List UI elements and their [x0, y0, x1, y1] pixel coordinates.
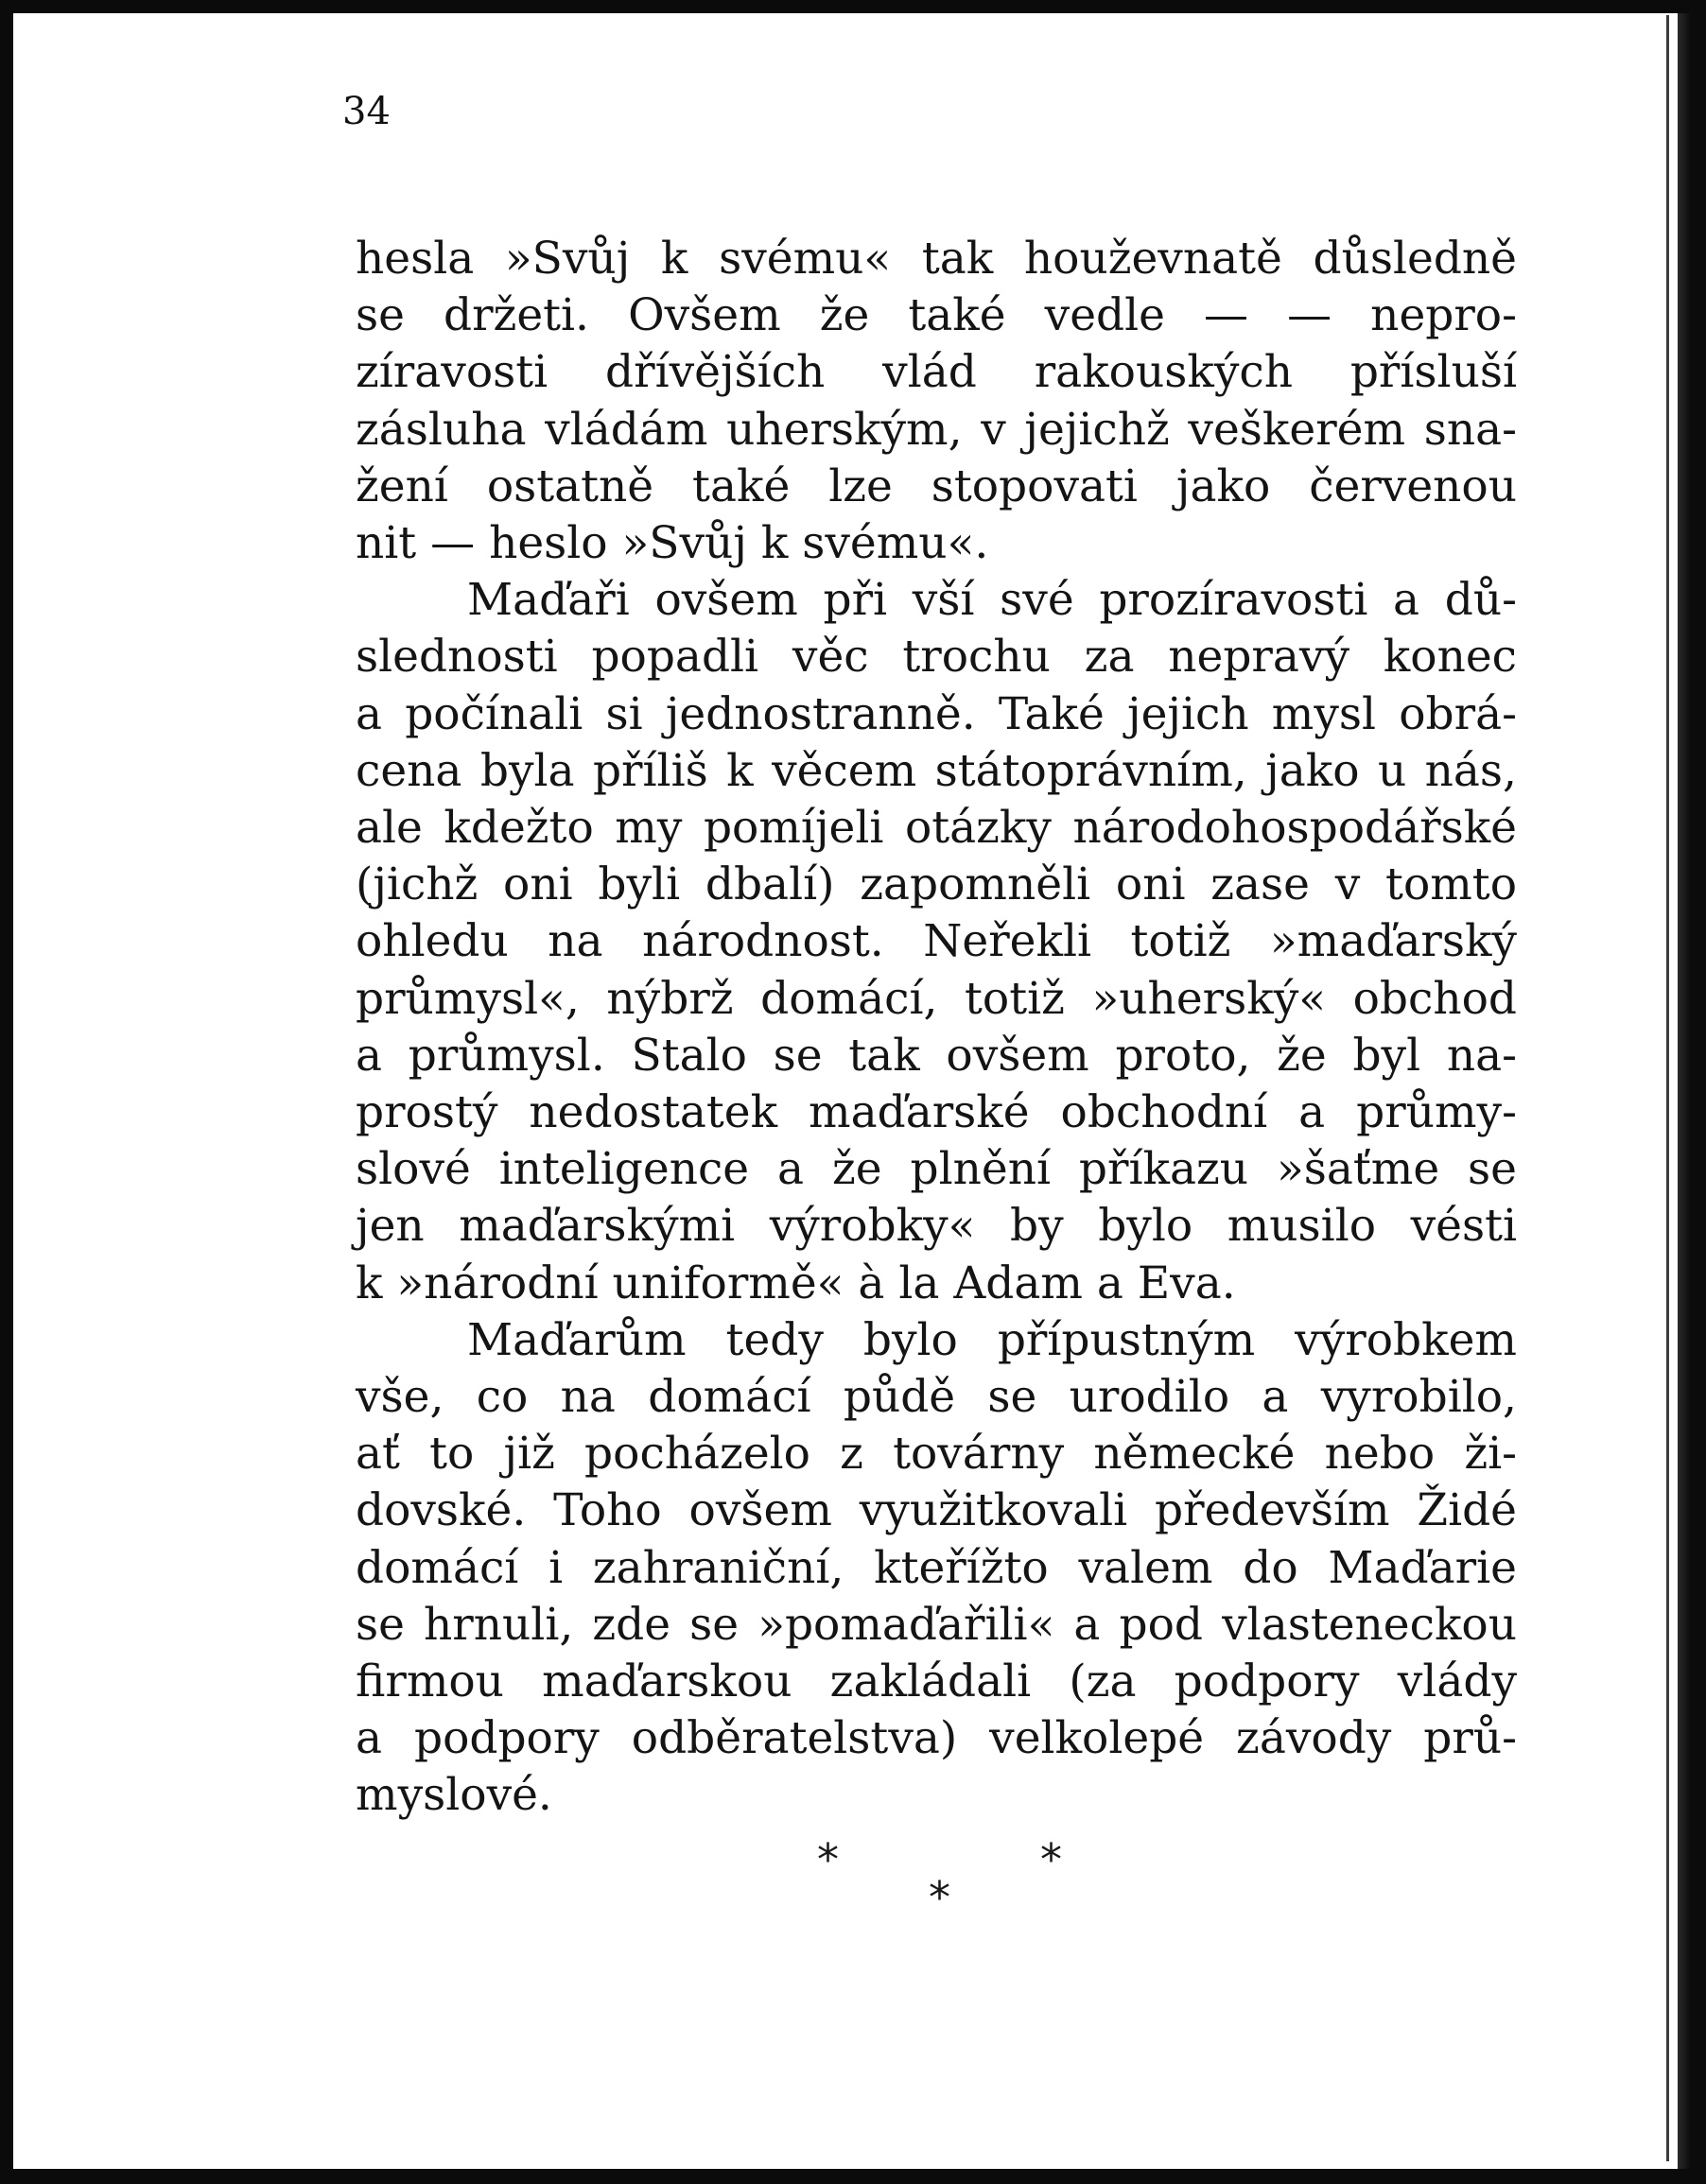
text-line: slednosti popadli věc trochu za nepravý konec: [356, 631, 1517, 684]
text-line: firmou maďarskou zakládali (za podpory vlády: [356, 1655, 1517, 1708]
text-line: dovské. Toho ovšem využitkovali především Židé: [356, 1484, 1517, 1537]
text-line: se držeti. Ovšem že také vedle — — nepro-: [356, 289, 1517, 342]
page-edge: [1666, 15, 1669, 2161]
text-line: nit — heslo »Svůj k svému«.: [356, 517, 989, 570]
asterisk: *: [817, 1834, 839, 1885]
text-line: zásluha vládám uherským, v jejichž veškerém sna-: [356, 403, 1517, 456]
section-break-asterisks: [785, 1834, 1088, 1923]
scan-shadow: [1678, 13, 1691, 2169]
text-line: a průmysl. Stalo se tak ovšem proto, že byl na-: [356, 1029, 1517, 1082]
text-line: prostý nedostatek maďarské obchodní a průmy-: [356, 1086, 1517, 1139]
text-line: slové inteligence a že plnění příkazu »šaťme se: [356, 1143, 1517, 1196]
text-line: jen maďarskými výrobky« by bylo musilo vésti: [356, 1200, 1517, 1253]
page-number: 34: [342, 90, 391, 133]
text-line: cena byla příliš k věcem státoprávním, jako u nás,: [356, 744, 1517, 797]
text-line: hesla »Svůj k svému« tak houževnatě důsledně: [356, 233, 1517, 285]
text-line: ohledu na národnost. Neřekli totiž »maďarský: [356, 915, 1517, 968]
text-line: a počínali si jednostranně. Také jejich mysl obrá-: [356, 687, 1517, 740]
text-line: a podpory odběratelstva) velkolepé závody prů-: [356, 1712, 1517, 1765]
text-line: se hrnuli, zde se »pomaďařili« a pod vlasteneckou: [356, 1598, 1517, 1651]
asterisk: *: [1040, 1834, 1062, 1885]
body-text: [356, 231, 1517, 1825]
text-line: zíravosti dřívějších vlád rakouských přísluší: [356, 346, 1517, 399]
text-line: Maďarům tedy bylo přípustným výrobkem: [467, 1313, 1517, 1366]
text-line: Maďaři ovšem při vší své prozíravosti a dů-: [467, 574, 1517, 627]
text-line: myslové.: [356, 1769, 552, 1822]
text-line: ať to již pocházelo z továrny německé nebo ži-: [356, 1428, 1517, 1481]
text-line: ale kdežto my pomíjeli otázky národohospodářské: [356, 802, 1517, 855]
text-line: žení ostatně také lze stopovati jako červenou: [356, 459, 1517, 512]
text-line: domácí i zahraniční, kteřížto valem do Maďarie: [356, 1541, 1517, 1594]
text-line: vše, co na domácí půdě se urodilo a vyrobilo,: [356, 1371, 1517, 1424]
text-line: průmysl«, nýbrž domácí, totiž »uherský« obchod: [356, 972, 1517, 1025]
asterisk: *: [929, 1872, 950, 1923]
text-line: k »národní uniformě« à la Adam a Eva.: [356, 1257, 1236, 1309]
text-line: (jichž oni byli dbalí) zapomněli oni zase v tomto: [356, 858, 1517, 911]
